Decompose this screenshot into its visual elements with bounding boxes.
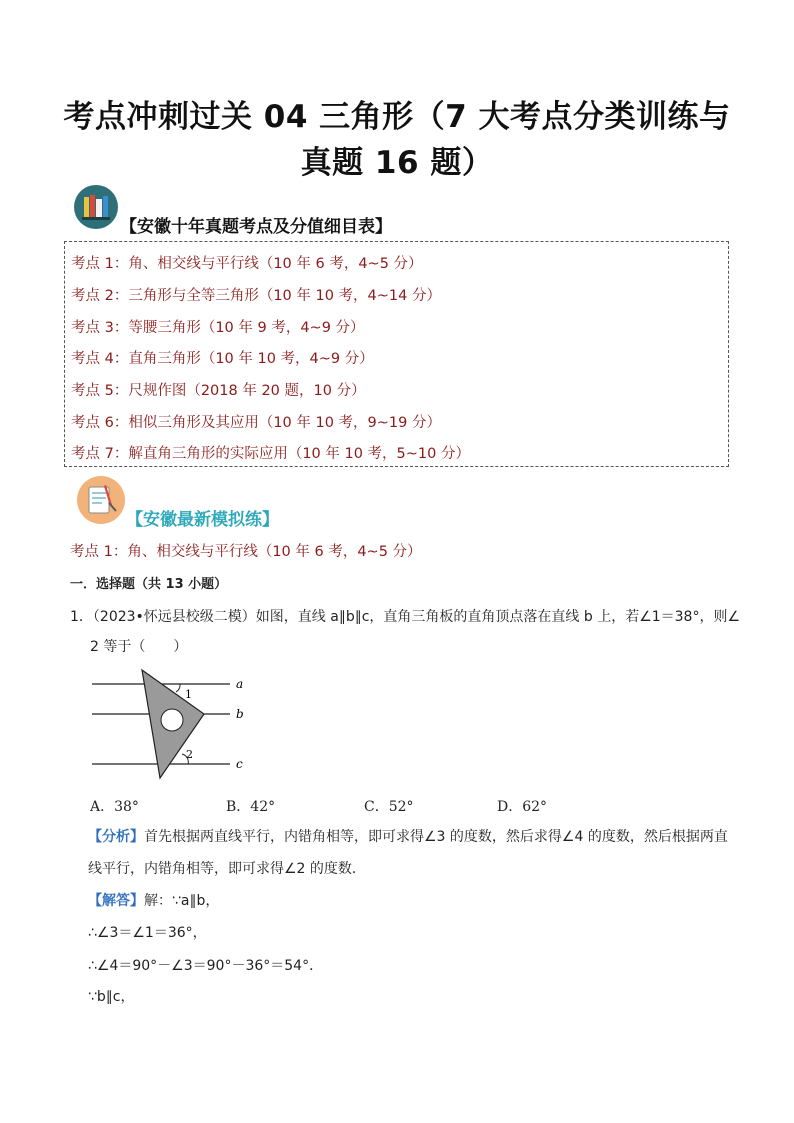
- question-figure: [88, 664, 258, 788]
- exam-point-1: 考点 1：角、相交线与平行线（10 年 6 考，4~5 分）: [71, 256, 423, 272]
- question-text-line-2: 2 等于（ ）: [90, 639, 188, 655]
- label-angle-2: 2: [186, 748, 193, 761]
- option-c: C．52°: [364, 799, 414, 815]
- label-a: a: [236, 677, 244, 691]
- set-square-hole: [161, 709, 183, 731]
- section-heading-practice: 【安徽最新模拟练】: [126, 510, 279, 530]
- option-a: A．38°: [90, 799, 139, 815]
- solution-tag: 【解答】: [88, 893, 144, 909]
- solution-step-3: ∵b∥c，: [88, 989, 135, 1005]
- label-b: b: [236, 707, 244, 721]
- section-heading-exam-table: 【安徽十年真题考点及分值细目表】: [120, 217, 392, 237]
- analysis-line-1: [88, 826, 728, 846]
- label-angle-1: 1: [185, 688, 192, 701]
- notebook-icon: [76, 475, 126, 529]
- solution-step-2: ∴∠4＝90°－∠3＝90°－36°＝54°．: [88, 958, 324, 974]
- analysis-text-1: 首先根据两直线平行，内错角相等，即可求得∠3 的度数，然后求得∠4 的度数，然后根据两直: [144, 829, 728, 845]
- part-heading: 一．选择题（共 13 小题）: [70, 577, 228, 592]
- option-d: D．62°: [497, 799, 548, 815]
- solution-line-1: [88, 890, 219, 910]
- exam-points-table: [64, 241, 729, 467]
- solution-step-1: ∴∠3＝∠1＝36°，: [88, 925, 207, 941]
- solution-text: 解：∵a∥b，: [144, 893, 220, 909]
- topic-label: 考点 1：角、相交线与平行线（10 年 6 考，4~5 分）: [70, 544, 422, 560]
- books-icon: [72, 183, 120, 235]
- exam-point-4: 考点 4：直角三角形（10 年 10 考，4~9 分）: [71, 351, 374, 367]
- title-line-1: 考点冲刺过关 04 三角形（7 大考点分类训练与: [63, 99, 731, 135]
- exam-point-5: 考点 5：尺规作图（2018 年 20 题，10 分）: [71, 383, 366, 399]
- angle-1-arc: [176, 684, 180, 692]
- exam-point-3: 考点 3：等腰三角形（10 年 9 考，4~9 分）: [71, 320, 365, 336]
- exam-point-7: 考点 7：解直角三角形的实际应用（10 年 10 考，5~10 分）: [71, 446, 470, 462]
- exam-point-2: 考点 2：三角形与全等三角形（10 年 10 考，4~14 分）: [71, 288, 441, 304]
- label-c: c: [236, 757, 243, 771]
- analysis-text-2: 线平行，内错角相等，即可求得∠2 的度数．: [88, 861, 366, 877]
- option-b: B．42°: [226, 799, 276, 815]
- exam-point-6: 考点 6：相似三角形及其应用（10 年 10 考，9~19 分）: [71, 415, 441, 431]
- page-title: [40, 94, 754, 186]
- question-text-line-1: 1．（2023•怀远县校级二模）如图，直线 a∥b∥c，直角三角板的直角顶点落在直线 b 上，若∠1＝38°，则∠: [70, 609, 741, 625]
- analysis-tag: 【分析】: [88, 829, 144, 845]
- title-line-2: 真题 16 题）: [300, 145, 494, 181]
